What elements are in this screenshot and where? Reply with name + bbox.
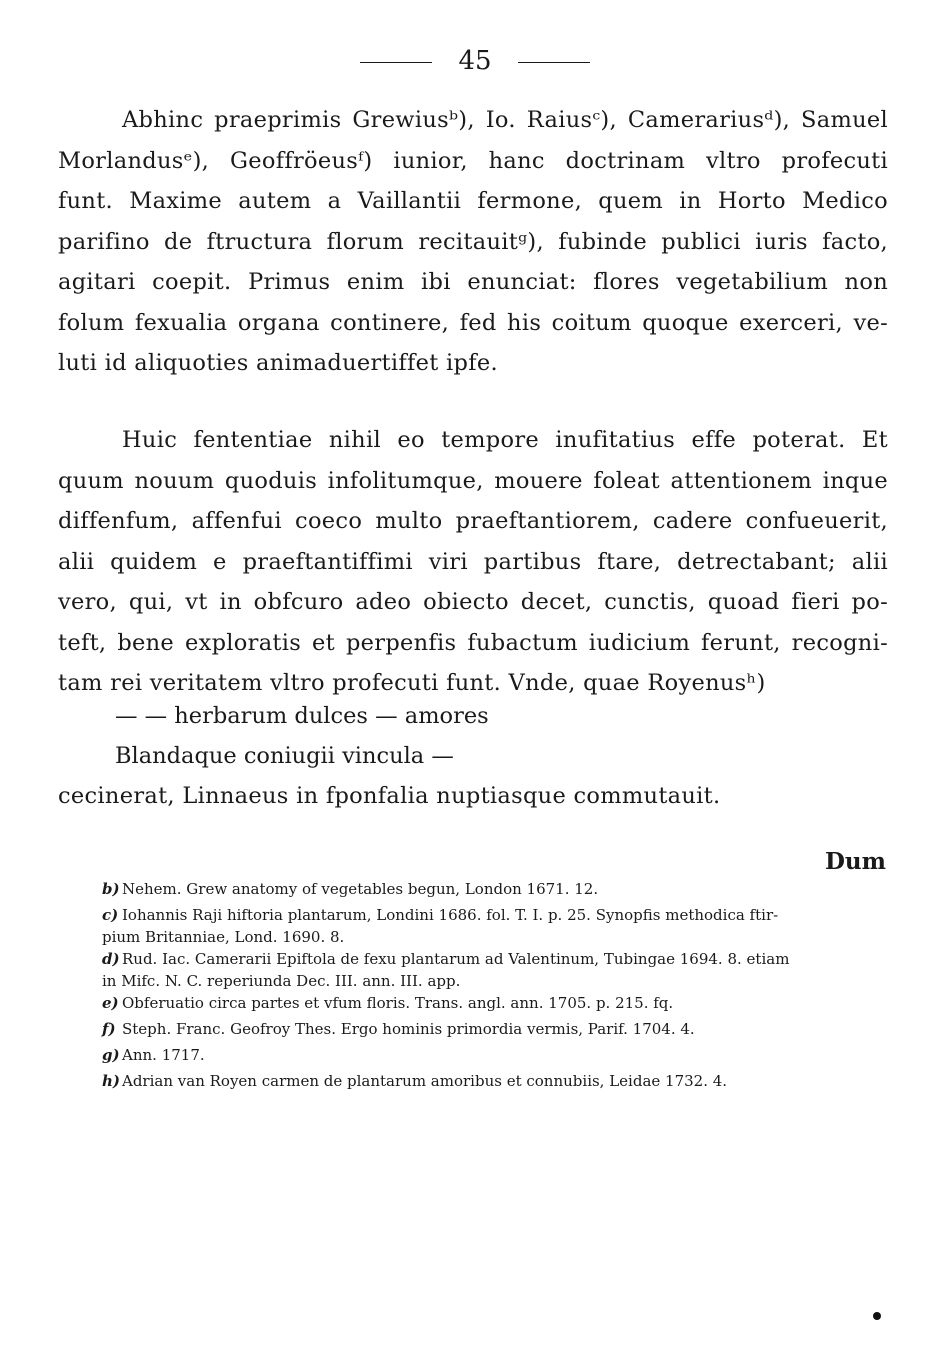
- verse-line-1: — — herbarum dulces — amores: [115, 703, 489, 729]
- footnote-mark: d): [102, 950, 120, 968]
- footnote: [102, 876, 892, 902]
- footnote-text: Nehem. Grew anatomy of vegetables begun, London 1671. 12.: [122, 880, 599, 898]
- footnote-text: Obferuatio circa partes et vfum floris. Trans. angl. ann. 1705. p. 215. fq.: [122, 994, 674, 1012]
- text-line: folum fexualia organa continere, fed his coitum quoque exerceri, ve-: [58, 309, 888, 336]
- footnote-continuation: pium Britanniae, Lond. 1690. 8.: [102, 928, 345, 946]
- closing-line: cecinerat, Linnaeus in fponfalia nuptiasque commutauit.: [58, 783, 721, 809]
- text-line: luti id aliquoties animaduertiffet ipfe.: [58, 350, 498, 376]
- text-line: Huic fententiae nihil eo tempore inufitatius effe poterat. Et: [122, 427, 888, 453]
- text-line: teft, bene exploratis et perpenfis fubactum iudicium ferunt, recogni-: [58, 629, 888, 656]
- footnote-text: Rud. Iac. Camerarii Epiftola de fexu plantarum ad Valentinum, Tubingae 1694. 8. etiam: [122, 950, 790, 968]
- catchword: Dum: [824, 848, 886, 875]
- page-header: [0, 46, 950, 76]
- text-line: funt. Maxime autem a Vaillantii fermone, quem in Horto Medico: [58, 188, 888, 214]
- text-line: Abhinc praeprimis Grewiusᵇ), Io. Raiusᶜ), Camerariusᵈ), Samuel: [122, 107, 888, 133]
- verse-line-2: Blandaque coniugii vincula —: [115, 743, 454, 769]
- footnote-mark: c): [102, 906, 119, 924]
- footnote-mark: f): [102, 1020, 116, 1038]
- text-line: agitari coepit. Primus enim ibi enunciat: flores vegetabilium non: [58, 269, 888, 295]
- header-rule-left: [360, 62, 432, 63]
- footnote-mark: e): [102, 994, 119, 1012]
- footnote: [102, 1068, 892, 1094]
- paragraph-1: [58, 100, 888, 384]
- footnote-text: Iohannis Raji hiftoria plantarum, Londini 1686. fol. T. I. p. 25. Synopfis methodica ftir-: [122, 906, 779, 924]
- footnote: [102, 902, 892, 928]
- text-line: vero, qui, vt in obfcuro adeo obiecto decet, cunctis, quoad fieri po-: [58, 589, 888, 615]
- footnote: [102, 990, 892, 1016]
- text-line: quum nouum quoduis infolitumque, mouere foleat attentionem inque: [58, 467, 888, 494]
- footnote: [102, 1042, 892, 1068]
- header-rule-right: [518, 62, 590, 63]
- footnote-mark: g): [102, 1046, 120, 1064]
- footnote-mark: b): [102, 880, 120, 898]
- footnote-text: Steph. Franc. Geofroy Thes. Ergo hominis primordia vermis, Parif. 1704. 4.: [122, 1020, 695, 1038]
- ink-dot: [873, 1312, 881, 1320]
- footnotes: [102, 876, 892, 1094]
- footnote-mark: h): [102, 1072, 121, 1090]
- footnote: [102, 1016, 892, 1042]
- footnote-continuation: in Mifc. N. C. reperiunda Dec. III. ann. III. app.: [102, 972, 461, 990]
- footnote-text: Ann. 1717.: [122, 1046, 205, 1064]
- footnote: [102, 946, 892, 972]
- text-line: alii quidem e praeftantiffimi viri partibus ftare, detrectabant; alii: [58, 548, 888, 575]
- page-number: 45: [458, 46, 492, 76]
- text-line: diffenfum, affenfui coeco multo praeftantiorem, cadere confueuerit,: [58, 508, 888, 534]
- text-line: Morlandusᵉ), Geoffröeusᶠ) iunior, hanc doctrinam vltro profecuti: [58, 147, 888, 174]
- text-line: parifino de ftructura florum recitauitᵍ), fubinde publici iuris facto,: [58, 228, 888, 255]
- text-line: tam rei veritatem vltro profecuti funt. Vnde, quae Royenusʰ): [58, 670, 766, 696]
- paragraph-2: [58, 420, 888, 704]
- footnote-text: Adrian van Royen carmen de plantarum amoribus et connubiis, Leidae 1732. 4.: [122, 1072, 728, 1090]
